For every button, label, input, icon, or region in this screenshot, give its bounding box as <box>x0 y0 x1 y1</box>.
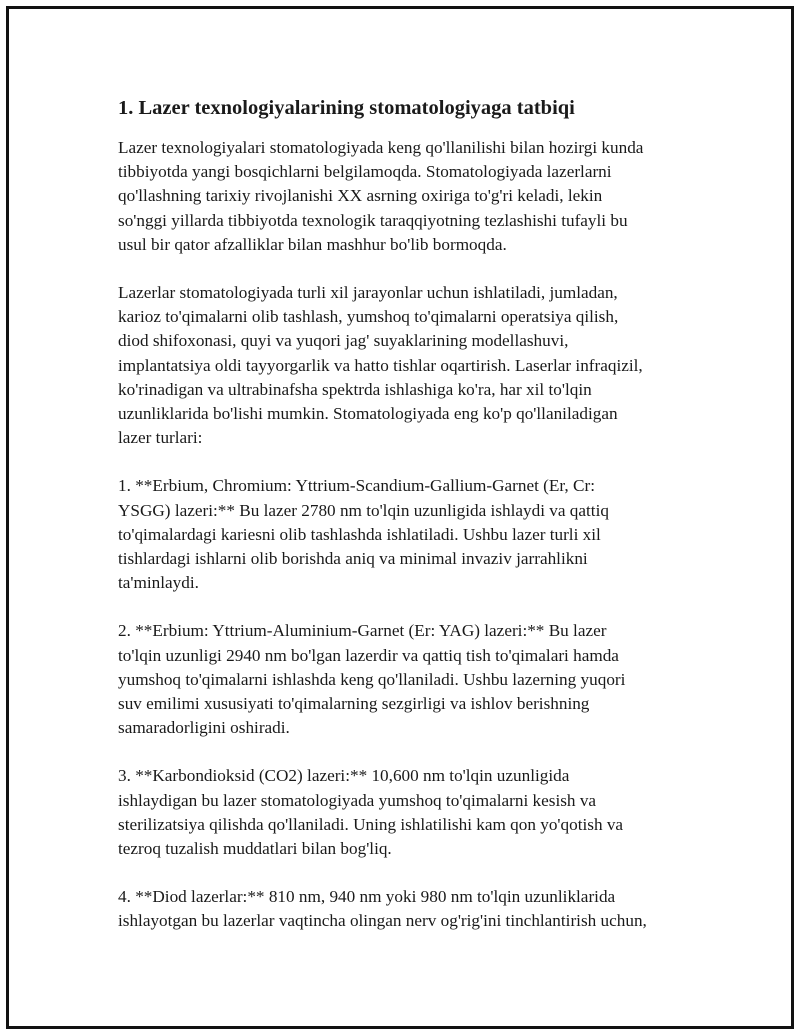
paragraph-uses: Lazerlar stomatologiyada turli xil jarayonlar uchun ishlatiladi, jumladan, karioz to'qimalarni olib tashlash, yumshoq to'qimalarni operatsiya qilish, diod shifoxonasi, quyi va yuqori jag' suyaklarining modellashuvi, implantatsiya oldi tayyorgarlik va hatto tishlar oqartirish. Laserlar infraqizil, ko'rinadigan va ultrabinafsha spektrda ishlashiga ko'ra, har xil to'lqin uzunliklarida bo'lishi mumkin. Stomatologiyada eng ko'p qo'llaniladigan lazer turlari: <box>118 283 643 448</box>
paragraph-intro: Lazer texnologiyalari stomatologiyada keng qo'llanilishi bilan hozirgi kunda tibbiyotda yangi bosqichlarni belgilamoqda. Stomatologiyada lazerlarni qo'llashning tarixiy rivojlanishi XX asrning oxiriga to'g'ri keladi, lekin so'nggi yillarda tibbiyotda texnologik taraqqiyotning tezlashishi tufayli bu usul bir qator afzalliklar bilan mashhur bo'lib bormoqda. <box>118 138 644 254</box>
document-body <box>118 94 708 958</box>
list-item-er-cr-ysgg: 1. **Erbium, Chromium: Yttrium-Scandium-Gallium-Garnet (Er, Cr: YSGG) lazeri:** Bu lazer 2780 nm to'lqin uzunligida ishlaydi va qattiq to'qimalardagi kariesni olib tashlashda ishlatiladi. Ushbu lazer turli xil tishlardagi ishlarni olib borishda aniq va minimal invaziv jarrahlikni ta'minlaydi. <box>118 476 609 593</box>
list-item-er-yag: 2. **Erbium: Yttrium-Aluminium-Garnet (Er: YAG) lazeri:** Bu lazer to'lqin uzunligi 2940 nm bo'lgan lazerdir va qattiq tish to'qimalari hamda yumshoq to'qimalarni ishlashda keng qo'llaniladi. Ushbu lazerning yuqori suv emilimi xususiyati to'qimalarning sezgirligi va ishlov berishning samaradorligini oshiradi. <box>118 621 626 738</box>
list-item-co2: 3. **Karbondioksid (CO2) lazeri:** 10,600 nm to'lqin uzunligida ishlaydigan bu lazer stomatologiyada yumshoq to'qimalarni kesish va sterilizatsiya qilishda qo'llaniladi. Uning ishlatilishi kam qon yo'qotish va tezroq tuzalish muddatlari bilan bog'liq. <box>118 766 624 859</box>
section-heading: 1. Lazer texnologiyalarining stomatologiyaga tatbiqi <box>118 97 575 119</box>
list-item-diode: 4. **Diod lazerlar:** 810 nm, 940 nm yoki 980 nm to'lqin uzunliklarida ishlayotgan bu lazerlar vaqtincha olingan nerv og'rig'ini tinchlantirish uchun, <box>118 887 647 931</box>
